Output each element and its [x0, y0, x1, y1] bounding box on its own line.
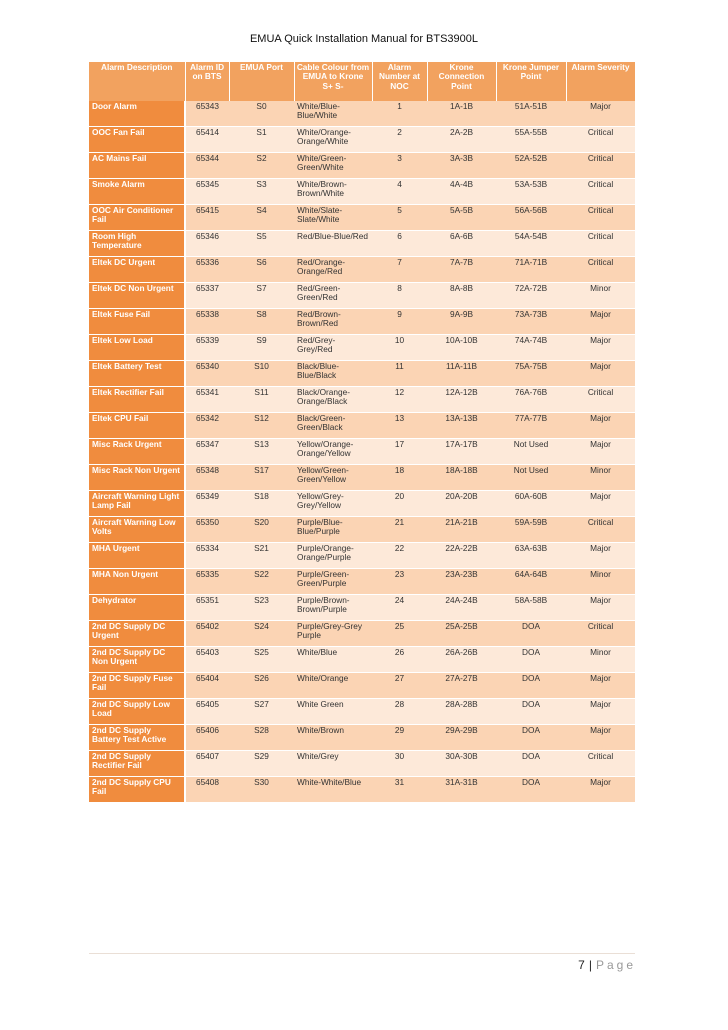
- alarm-number-cell: 26: [372, 647, 427, 673]
- table-row: [89, 335, 635, 361]
- alarm-description-cell: MHA Urgent: [89, 543, 185, 569]
- alarm-id-cell: 65346: [185, 231, 229, 257]
- alarm-description-cell: 2nd DC Supply Rectifier Fail: [89, 751, 185, 777]
- emua-port-cell: S30: [229, 777, 294, 803]
- emua-port-cell: S11: [229, 387, 294, 413]
- krone-jumper-cell: 72A-72B: [496, 283, 566, 309]
- table-row: [89, 127, 635, 153]
- alarm-id-cell: 65337: [185, 283, 229, 309]
- emua-port-cell: S17: [229, 465, 294, 491]
- table-row: [89, 231, 635, 257]
- alarm-severity-cell: Major: [566, 335, 635, 361]
- alarm-number-cell: 25: [372, 621, 427, 647]
- krone-connection-cell: 17A-17B: [427, 439, 496, 465]
- alarm-number-cell: 24: [372, 595, 427, 621]
- cable-colour-cell: Yellow/Grey-Grey/Yellow: [294, 491, 372, 517]
- krone-connection-cell: 5A-5B: [427, 205, 496, 231]
- emua-port-cell: S25: [229, 647, 294, 673]
- alarm-number-cell: 5: [372, 205, 427, 231]
- alarm-severity-cell: Major: [566, 777, 635, 803]
- krone-jumper-cell: 64A-64B: [496, 569, 566, 595]
- cable-colour-cell: Purple/Green-Green/Purple: [294, 569, 372, 595]
- alarm-id-cell: 65404: [185, 673, 229, 699]
- alarm-id-cell: 65402: [185, 621, 229, 647]
- krone-connection-cell: 23A-23B: [427, 569, 496, 595]
- alarm-number-cell: 29: [372, 725, 427, 751]
- alarm-description-cell: Door Alarm: [89, 101, 185, 127]
- alarm-severity-cell: Major: [566, 309, 635, 335]
- krone-jumper-cell: 74A-74B: [496, 335, 566, 361]
- emua-port-cell: S21: [229, 543, 294, 569]
- alarm-description-cell: Eltek Fuse Fail: [89, 309, 185, 335]
- col-header-alarm-number: Alarm Number at NOC: [372, 62, 427, 101]
- alarm-id-cell: 65336: [185, 257, 229, 283]
- alarm-severity-cell: Critical: [566, 205, 635, 231]
- alarm-id-cell: 65414: [185, 127, 229, 153]
- alarm-id-cell: 65338: [185, 309, 229, 335]
- alarm-description-cell: Smoke Alarm: [89, 179, 185, 205]
- cable-colour-cell: Yellow/Green-Green/Yellow: [294, 465, 372, 491]
- table-row: [89, 153, 635, 179]
- cable-colour-cell: Red/Blue-Blue/Red: [294, 231, 372, 257]
- krone-connection-cell: 31A-31B: [427, 777, 496, 803]
- alarm-severity-cell: Minor: [566, 569, 635, 595]
- alarm-id-cell: 65335: [185, 569, 229, 595]
- alarm-number-cell: 4: [372, 179, 427, 205]
- emua-port-cell: S12: [229, 413, 294, 439]
- table-row: [89, 205, 635, 231]
- table-row: [89, 257, 635, 283]
- alarm-number-cell: 1: [372, 101, 427, 127]
- alarm-number-cell: 9: [372, 309, 427, 335]
- alarm-number-cell: 10: [372, 335, 427, 361]
- cable-colour-cell: Red/Orange-Orange/Red: [294, 257, 372, 283]
- emua-port-cell: S3: [229, 179, 294, 205]
- alarm-number-cell: 22: [372, 543, 427, 569]
- krone-connection-cell: 3A-3B: [427, 153, 496, 179]
- emua-port-cell: S9: [229, 335, 294, 361]
- krone-jumper-cell: 75A-75B: [496, 361, 566, 387]
- alarm-id-cell: 65344: [185, 153, 229, 179]
- alarm-id-cell: 65408: [185, 777, 229, 803]
- alarm-description-cell: 2nd DC Supply CPU Fail: [89, 777, 185, 803]
- alarm-description-cell: OOC Fan Fail: [89, 127, 185, 153]
- krone-connection-cell: 27A-27B: [427, 673, 496, 699]
- cable-colour-cell: Black/Green-Green/Black: [294, 413, 372, 439]
- cable-colour-cell: White/Blue: [294, 647, 372, 673]
- krone-jumper-cell: Not Used: [496, 465, 566, 491]
- emua-port-cell: S5: [229, 231, 294, 257]
- alarm-description-cell: AC Mains Fail: [89, 153, 185, 179]
- col-header-krone-connection: Krone Connection Point: [427, 62, 496, 101]
- krone-jumper-cell: 59A-59B: [496, 517, 566, 543]
- table-row: [89, 569, 635, 595]
- table-row: [89, 699, 635, 725]
- krone-jumper-cell: 77A-77B: [496, 413, 566, 439]
- krone-connection-cell: 11A-11B: [427, 361, 496, 387]
- krone-jumper-cell: 51A-51B: [496, 101, 566, 127]
- alarm-number-cell: 30: [372, 751, 427, 777]
- alarm-description-cell: 2nd DC Supply DC Urgent: [89, 621, 185, 647]
- table-row: [89, 777, 635, 803]
- table-row: [89, 101, 635, 127]
- cable-colour-cell: White/Grey: [294, 751, 372, 777]
- col-header-krone-jumper: Krone Jumper Point: [496, 62, 566, 101]
- krone-jumper-cell: Not Used: [496, 439, 566, 465]
- footer-divider: [89, 953, 635, 954]
- alarm-number-cell: 6: [372, 231, 427, 257]
- emua-port-cell: S29: [229, 751, 294, 777]
- krone-connection-cell: 20A-20B: [427, 491, 496, 517]
- alarm-number-cell: 12: [372, 387, 427, 413]
- alarm-id-cell: 65339: [185, 335, 229, 361]
- alarm-number-cell: 7: [372, 257, 427, 283]
- emua-port-cell: S26: [229, 673, 294, 699]
- cable-colour-cell: White Green: [294, 699, 372, 725]
- table-row: [89, 673, 635, 699]
- emua-port-cell: S23: [229, 595, 294, 621]
- alarm-severity-cell: Minor: [566, 647, 635, 673]
- document-header: EMUA Quick Installation Manual for BTS3900L: [249, 33, 479, 45]
- alarm-number-cell: 20: [372, 491, 427, 517]
- alarm-description-cell: OOC Air Conditioner Fail: [89, 205, 185, 231]
- krone-connection-cell: 1A-1B: [427, 101, 496, 127]
- cable-colour-cell: Purple/Brown-Brown/Purple: [294, 595, 372, 621]
- alarm-description-cell: Eltek DC Urgent: [89, 257, 185, 283]
- cable-colour-cell: White-White/Blue: [294, 777, 372, 803]
- alarm-id-cell: 65348: [185, 465, 229, 491]
- krone-jumper-cell: DOA: [496, 777, 566, 803]
- alarm-number-cell: 21: [372, 517, 427, 543]
- alarm-description-cell: Eltek Battery Test: [89, 361, 185, 387]
- alarm-severity-cell: Critical: [566, 751, 635, 777]
- alarm-severity-cell: Major: [566, 725, 635, 751]
- table-row: [89, 595, 635, 621]
- table-row: [89, 309, 635, 335]
- krone-jumper-cell: 58A-58B: [496, 595, 566, 621]
- krone-connection-cell: 21A-21B: [427, 517, 496, 543]
- alarm-number-cell: 28: [372, 699, 427, 725]
- alarm-description-cell: Aircraft Warning Light Lamp Fail: [89, 491, 185, 517]
- alarm-severity-cell: Critical: [566, 179, 635, 205]
- krone-jumper-cell: 54A-54B: [496, 231, 566, 257]
- emua-port-cell: S24: [229, 621, 294, 647]
- emua-port-cell: S28: [229, 725, 294, 751]
- krone-jumper-cell: 52A-52B: [496, 153, 566, 179]
- alarm-number-cell: 2: [372, 127, 427, 153]
- cable-colour-cell: Red/Green-Green/Red: [294, 283, 372, 309]
- krone-connection-cell: 25A-25B: [427, 621, 496, 647]
- alarm-severity-cell: Major: [566, 673, 635, 699]
- cable-colour-cell: White/Green-Green/White: [294, 153, 372, 179]
- alarm-table-body: [89, 101, 635, 803]
- table-row: [89, 751, 635, 777]
- alarm-severity-cell: Major: [566, 699, 635, 725]
- emua-port-cell: S4: [229, 205, 294, 231]
- alarm-severity-cell: Major: [566, 101, 635, 127]
- cable-colour-cell: Yellow/Orange-Orange/Yellow: [294, 439, 372, 465]
- alarm-description-cell: MHA Non Urgent: [89, 569, 185, 595]
- krone-connection-cell: 18A-18B: [427, 465, 496, 491]
- krone-jumper-cell: 76A-76B: [496, 387, 566, 413]
- alarm-severity-cell: Critical: [566, 621, 635, 647]
- krone-connection-cell: 26A-26B: [427, 647, 496, 673]
- alarm-table: [89, 62, 636, 803]
- table-row: [89, 361, 635, 387]
- alarm-number-cell: 3: [372, 153, 427, 179]
- krone-connection-cell: 8A-8B: [427, 283, 496, 309]
- page-separator: |: [588, 958, 592, 972]
- cable-colour-cell: White/Brown: [294, 725, 372, 751]
- alarm-number-cell: 17: [372, 439, 427, 465]
- alarm-description-cell: Misc Rack Non Urgent: [89, 465, 185, 491]
- alarm-number-cell: 8: [372, 283, 427, 309]
- krone-connection-cell: 9A-9B: [427, 309, 496, 335]
- alarm-severity-cell: Minor: [566, 465, 635, 491]
- emua-port-cell: S1: [229, 127, 294, 153]
- emua-port-cell: S20: [229, 517, 294, 543]
- krone-connection-cell: 24A-24B: [427, 595, 496, 621]
- alarm-severity-cell: Critical: [566, 517, 635, 543]
- table-header-row: [89, 62, 635, 101]
- cable-colour-cell: White/Slate-Slate/White: [294, 205, 372, 231]
- alarm-number-cell: 18: [372, 465, 427, 491]
- alarm-description-cell: Eltek Low Load: [89, 335, 185, 361]
- cable-colour-cell: Purple/Orange-Orange/Purple: [294, 543, 372, 569]
- cable-colour-cell: White/Orange: [294, 673, 372, 699]
- alarm-id-cell: 65349: [185, 491, 229, 517]
- alarm-description-cell: Eltek CPU Fail: [89, 413, 185, 439]
- alarm-severity-cell: Critical: [566, 127, 635, 153]
- emua-port-cell: S10: [229, 361, 294, 387]
- krone-jumper-cell: DOA: [496, 751, 566, 777]
- alarm-severity-cell: Critical: [566, 153, 635, 179]
- krone-connection-cell: 22A-22B: [427, 543, 496, 569]
- krone-connection-cell: 4A-4B: [427, 179, 496, 205]
- krone-jumper-cell: 73A-73B: [496, 309, 566, 335]
- alarm-id-cell: 65334: [185, 543, 229, 569]
- col-header-alarm-id: Alarm ID on BTS: [185, 62, 229, 101]
- alarm-severity-cell: Major: [566, 595, 635, 621]
- alarm-id-cell: 65351: [185, 595, 229, 621]
- alarm-description-cell: Aircraft Warning Low Volts: [89, 517, 185, 543]
- krone-jumper-cell: 60A-60B: [496, 491, 566, 517]
- table-row: [89, 465, 635, 491]
- krone-jumper-cell: 53A-53B: [496, 179, 566, 205]
- cable-colour-cell: Purple/Blue-Blue/Purple: [294, 517, 372, 543]
- table-row: [89, 491, 635, 517]
- cable-colour-cell: White/Orange-Orange/White: [294, 127, 372, 153]
- col-header-alarm-severity: Alarm Severity: [566, 62, 635, 101]
- alarm-id-cell: 65415: [185, 205, 229, 231]
- emua-port-cell: S13: [229, 439, 294, 465]
- table-row: [89, 725, 635, 751]
- emua-port-cell: S8: [229, 309, 294, 335]
- alarm-id-cell: 65340: [185, 361, 229, 387]
- alarm-severity-cell: Critical: [566, 387, 635, 413]
- emua-port-cell: S18: [229, 491, 294, 517]
- alarm-id-cell: 65343: [185, 101, 229, 127]
- table-row: [89, 387, 635, 413]
- emua-port-cell: S2: [229, 153, 294, 179]
- krone-jumper-cell: DOA: [496, 725, 566, 751]
- emua-port-cell: S7: [229, 283, 294, 309]
- krone-jumper-cell: 63A-63B: [496, 543, 566, 569]
- krone-connection-cell: 2A-2B: [427, 127, 496, 153]
- cable-colour-cell: Black/Orange-Orange/Black: [294, 387, 372, 413]
- alarm-id-cell: 65345: [185, 179, 229, 205]
- krone-connection-cell: 10A-10B: [427, 335, 496, 361]
- alarm-id-cell: 65407: [185, 751, 229, 777]
- cable-colour-cell: White/Blue-Blue/White: [294, 101, 372, 127]
- alarm-number-cell: 11: [372, 361, 427, 387]
- krone-connection-cell: 12A-12B: [427, 387, 496, 413]
- alarm-id-cell: 65403: [185, 647, 229, 673]
- col-header-emua-port: EMUA Port: [229, 62, 294, 101]
- alarm-number-cell: 23: [372, 569, 427, 595]
- page-number: 7: [578, 958, 585, 972]
- alarm-description-cell: 2nd DC Supply Battery Test Active: [89, 725, 185, 751]
- krone-jumper-cell: 55A-55B: [496, 127, 566, 153]
- alarm-id-cell: 65341: [185, 387, 229, 413]
- alarm-severity-cell: Major: [566, 361, 635, 387]
- table-row: [89, 621, 635, 647]
- page-label: Page: [595, 958, 636, 972]
- alarm-severity-cell: Critical: [566, 257, 635, 283]
- alarm-description-cell: Eltek DC Non Urgent: [89, 283, 185, 309]
- alarm-id-cell: 65405: [185, 699, 229, 725]
- alarm-id-cell: 65350: [185, 517, 229, 543]
- cable-colour-cell: Purple/Grey-Grey Purple: [294, 621, 372, 647]
- alarm-id-cell: 65347: [185, 439, 229, 465]
- alarm-description-cell: 2nd DC Supply DC Non Urgent: [89, 647, 185, 673]
- alarm-id-cell: 65406: [185, 725, 229, 751]
- krone-connection-cell: 6A-6B: [427, 231, 496, 257]
- alarm-description-cell: Dehydrator: [89, 595, 185, 621]
- table-row: [89, 283, 635, 309]
- table-row: [89, 647, 635, 673]
- alarm-number-cell: 27: [372, 673, 427, 699]
- alarm-description-cell: Misc Rack Urgent: [89, 439, 185, 465]
- emua-port-cell: S6: [229, 257, 294, 283]
- table-row: [89, 179, 635, 205]
- table-row: [89, 439, 635, 465]
- alarm-description-cell: Room High Temperature: [89, 231, 185, 257]
- alarm-number-cell: 13: [372, 413, 427, 439]
- krone-connection-cell: 13A-13B: [427, 413, 496, 439]
- col-header-cable-colour: Cable Colour from EMUA to Krone S+ S-: [294, 62, 372, 101]
- alarm-number-cell: 31: [372, 777, 427, 803]
- cable-colour-cell: White/Brown-Brown/White: [294, 179, 372, 205]
- cable-colour-cell: Red/Grey-Grey/Red: [294, 335, 372, 361]
- krone-connection-cell: 30A-30B: [427, 751, 496, 777]
- emua-port-cell: S22: [229, 569, 294, 595]
- alarm-description-cell: 2nd DC Supply Fuse Fail: [89, 673, 185, 699]
- krone-connection-cell: 29A-29B: [427, 725, 496, 751]
- krone-jumper-cell: DOA: [496, 647, 566, 673]
- page-footer: [578, 958, 636, 972]
- cable-colour-cell: Black/Blue-Blue/Black: [294, 361, 372, 387]
- alarm-severity-cell: Minor: [566, 283, 635, 309]
- krone-jumper-cell: DOA: [496, 673, 566, 699]
- krone-jumper-cell: DOA: [496, 699, 566, 725]
- table-row: [89, 543, 635, 569]
- alarm-severity-cell: Major: [566, 543, 635, 569]
- alarm-severity-cell: Major: [566, 491, 635, 517]
- emua-port-cell: S27: [229, 699, 294, 725]
- alarm-severity-cell: Critical: [566, 231, 635, 257]
- krone-jumper-cell: 71A-71B: [496, 257, 566, 283]
- table-row: [89, 413, 635, 439]
- cable-colour-cell: Red/Brown-Brown/Red: [294, 309, 372, 335]
- emua-port-cell: S0: [229, 101, 294, 127]
- krone-connection-cell: 7A-7B: [427, 257, 496, 283]
- krone-connection-cell: 28A-28B: [427, 699, 496, 725]
- alarm-severity-cell: Major: [566, 439, 635, 465]
- alarm-severity-cell: Major: [566, 413, 635, 439]
- alarm-description-cell: 2nd DC Supply Low Load: [89, 699, 185, 725]
- alarm-description-cell: Eltek Rectifier Fail: [89, 387, 185, 413]
- krone-jumper-cell: 56A-56B: [496, 205, 566, 231]
- alarm-id-cell: 65342: [185, 413, 229, 439]
- krone-jumper-cell: DOA: [496, 621, 566, 647]
- table-row: [89, 517, 635, 543]
- col-header-alarm-description: Alarm Description: [89, 62, 185, 101]
